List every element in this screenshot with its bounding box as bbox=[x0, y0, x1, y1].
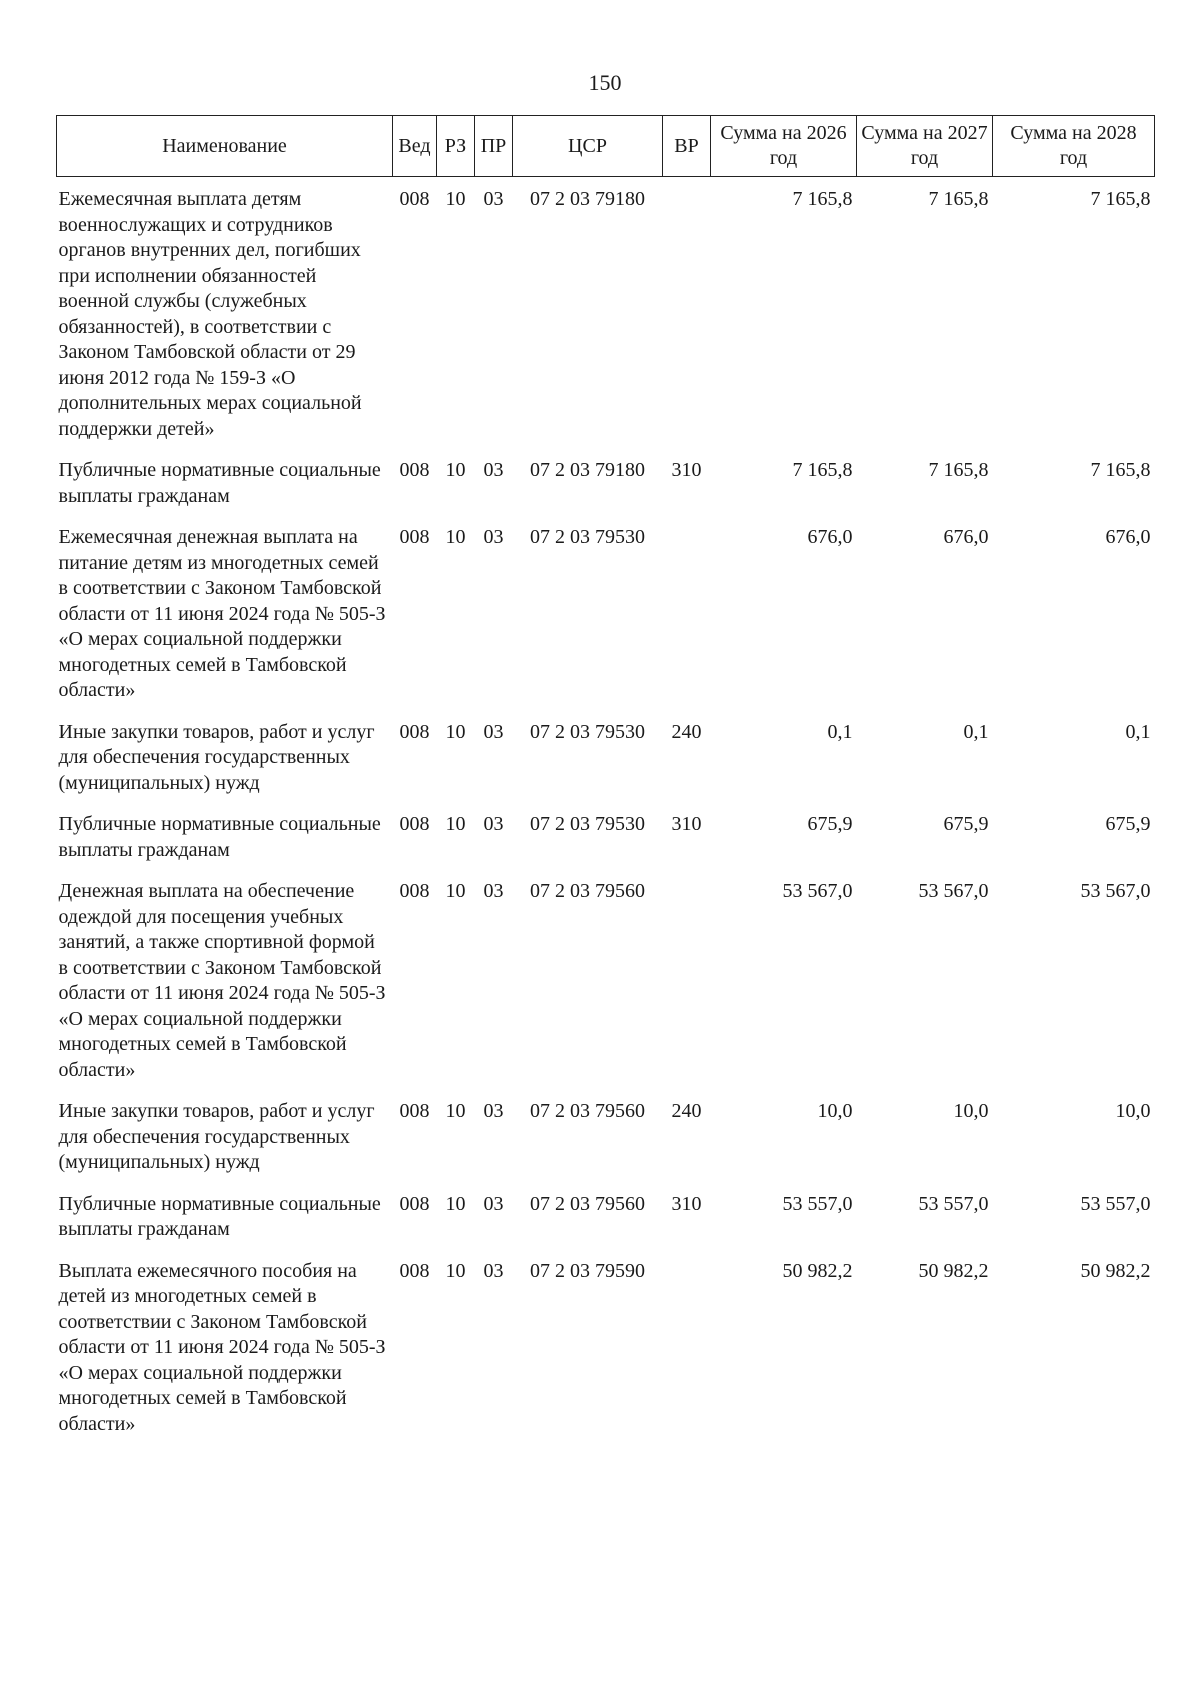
row-sum-2028: 675,9 bbox=[1105, 813, 1151, 835]
row-ved: 008 bbox=[399, 1192, 430, 1215]
table-row bbox=[57, 177, 1155, 449]
row-name: Денежная выплата на обеспечение одеждой для посещения учебных занятий, а также спортивной формой в соответствии с Законом Тамбовской области от 11 июня 2024 года № 505-З «О мерах социальной поддержки многодетных семей в Тамбовской области» bbox=[58, 880, 386, 1081]
row-rz: 10 bbox=[445, 880, 466, 902]
row-sum-2026: 10,0 bbox=[817, 1100, 853, 1122]
row-sum-2028: 7 165,8 bbox=[1090, 188, 1151, 210]
row-sum-2027: 0,1 bbox=[963, 720, 989, 743]
row-name: Иные закупки товаров, работ и услуг для обеспечения государственных (муниципальных) нужд bbox=[58, 720, 375, 794]
header-sum-2027: Сумма на 2027 год bbox=[857, 116, 993, 177]
header-sum-2028: Сумма на 2028 год bbox=[993, 116, 1155, 177]
row-name: Ежемесячная денежная выплата на питание детям из многодетных семей в соответствии с Законом Тамбовской области от 11 июня 2024 года № 505-З «О мерах социальной поддержки многодетных семей в Тамбовской области» bbox=[58, 526, 386, 701]
row-sum-2028: 676,0 bbox=[1105, 526, 1151, 548]
row-sum-2027: 675,9 bbox=[943, 813, 989, 835]
row-sum-2027: 7 165,8 bbox=[928, 188, 989, 210]
row-sum-2026: 7 165,8 bbox=[792, 188, 853, 210]
row-csr: 07 2 03 79590 bbox=[530, 1259, 645, 1282]
header-name: Наименование bbox=[57, 116, 393, 177]
row-vr: 240 bbox=[671, 1100, 702, 1122]
row-sum-2026: 676,0 bbox=[807, 526, 853, 548]
row-sum-2026: 50 982,2 bbox=[782, 1259, 853, 1282]
row-ved: 008 bbox=[399, 880, 430, 902]
row-sum-2026: 0,1 bbox=[827, 720, 853, 743]
header-pr: ПР bbox=[475, 116, 513, 177]
row-name: Иные закупки товаров, работ и услуг для обеспечения государственных (муниципальных) нужд bbox=[58, 1100, 375, 1173]
table-row bbox=[57, 1089, 1155, 1182]
row-csr: 07 2 03 79560 bbox=[530, 1100, 645, 1122]
row-ved: 008 bbox=[399, 720, 430, 743]
row-pr: 03 bbox=[483, 813, 504, 835]
row-sum-2028: 7 165,8 bbox=[1090, 459, 1151, 481]
row-sum-2026: 53 557,0 bbox=[782, 1192, 853, 1215]
table-row bbox=[57, 1182, 1155, 1249]
row-sum-2028: 53 567,0 bbox=[1080, 880, 1151, 902]
row-vr bbox=[663, 177, 711, 449]
row-rz: 10 bbox=[445, 526, 466, 548]
table-row bbox=[57, 710, 1155, 803]
row-rz: 10 bbox=[445, 1259, 466, 1282]
row-ved: 008 bbox=[399, 459, 430, 481]
row-pr: 03 bbox=[483, 1259, 504, 1282]
row-ved: 008 bbox=[399, 1259, 430, 1282]
row-vr bbox=[663, 515, 711, 710]
row-csr: 07 2 03 79180 bbox=[530, 459, 645, 481]
budget-table bbox=[56, 115, 1155, 1443]
row-sum-2027: 676,0 bbox=[943, 526, 989, 548]
row-sum-2027: 10,0 bbox=[953, 1100, 989, 1122]
row-ved: 008 bbox=[399, 813, 430, 835]
row-pr: 03 bbox=[483, 459, 504, 481]
header-rz: РЗ bbox=[437, 116, 475, 177]
row-sum-2026: 675,9 bbox=[807, 813, 853, 835]
row-rz: 10 bbox=[445, 188, 466, 210]
row-name: Публичные нормативные социальные выплаты гражданам bbox=[58, 1192, 381, 1240]
row-sum-2027: 53 557,0 bbox=[918, 1192, 989, 1215]
row-ved: 008 bbox=[399, 188, 430, 210]
table-row bbox=[57, 869, 1155, 1089]
row-csr: 07 2 03 79530 bbox=[530, 720, 645, 743]
row-pr: 03 bbox=[483, 1100, 504, 1122]
row-csr: 07 2 03 79180 bbox=[530, 188, 645, 210]
row-sum-2028: 0,1 bbox=[1125, 720, 1151, 743]
row-csr: 07 2 03 79560 bbox=[530, 1192, 645, 1215]
header-vr: ВР bbox=[663, 116, 711, 177]
row-sum-2026: 53 567,0 bbox=[782, 880, 853, 902]
row-name: Публичные нормативные социальные выплаты гражданам bbox=[58, 459, 381, 507]
row-sum-2027: 7 165,8 bbox=[928, 459, 989, 481]
row-csr: 07 2 03 79560 bbox=[530, 880, 645, 902]
row-vr bbox=[663, 869, 711, 1089]
row-sum-2027: 50 982,2 bbox=[918, 1259, 989, 1282]
row-pr: 03 bbox=[483, 1192, 504, 1215]
row-rz: 10 bbox=[445, 813, 466, 835]
row-vr: 240 bbox=[671, 720, 702, 743]
header-ved: Вед bbox=[393, 116, 437, 177]
page-number: 150 bbox=[588, 70, 622, 95]
row-vr: 310 bbox=[671, 459, 702, 481]
row-vr: 310 bbox=[671, 1192, 702, 1215]
row-rz: 10 bbox=[445, 720, 466, 743]
row-name: Ежемесячная выплата детям военнослужащих и сотрудников органов внутренних дел, погибших при исполнении обязанностей военной службы (служебных обязанностей), в соответствии с Законом Тамбовской области от 29 июня 2012 года № 159-З «О дополнительных мерах социальной поддержки детей» bbox=[58, 188, 362, 440]
row-csr: 07 2 03 79530 bbox=[530, 526, 645, 548]
row-ved: 008 bbox=[399, 526, 430, 548]
header-csr: ЦСР bbox=[513, 116, 663, 177]
table-row bbox=[57, 1249, 1155, 1444]
row-rz: 10 bbox=[445, 459, 466, 481]
table-row bbox=[57, 802, 1155, 869]
row-rz: 10 bbox=[445, 1100, 466, 1122]
row-pr: 03 bbox=[483, 720, 504, 743]
table-row bbox=[57, 515, 1155, 710]
row-rz: 10 bbox=[445, 1192, 466, 1215]
header-sum-2026: Сумма на 2026 год bbox=[711, 116, 857, 177]
row-sum-2027: 53 567,0 bbox=[918, 880, 989, 902]
row-ved: 008 bbox=[399, 1100, 430, 1122]
row-sum-2028: 50 982,2 bbox=[1080, 1259, 1151, 1282]
row-name: Публичные нормативные социальные выплаты гражданам bbox=[58, 813, 381, 861]
row-pr: 03 bbox=[483, 526, 504, 548]
row-name: Выплата ежемесячного пособия на детей из многодетных семей в соответствии с Законом Тамбовской области от 11 июня 2024 года № 505-З «О мерах социальной поддержки многодетных семей в Тамбовской области» bbox=[58, 1259, 386, 1435]
row-csr: 07 2 03 79530 bbox=[530, 813, 645, 835]
table-header bbox=[57, 116, 1155, 177]
table-row bbox=[57, 448, 1155, 515]
row-sum-2028: 10,0 bbox=[1115, 1100, 1151, 1122]
row-vr: 310 bbox=[671, 813, 702, 835]
row-vr bbox=[663, 1249, 711, 1444]
row-sum-2026: 7 165,8 bbox=[792, 459, 853, 481]
row-pr: 03 bbox=[483, 188, 504, 210]
row-pr: 03 bbox=[483, 880, 504, 902]
table-body bbox=[57, 177, 1155, 1444]
row-sum-2028: 53 557,0 bbox=[1080, 1192, 1151, 1215]
